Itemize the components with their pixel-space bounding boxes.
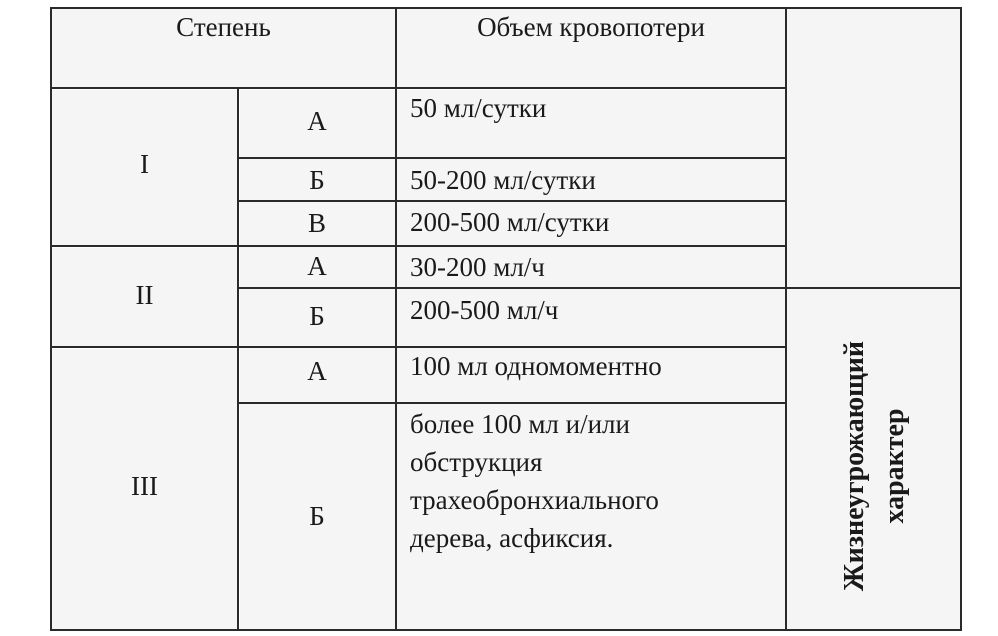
- degree-ii-label: II: [135, 280, 154, 310]
- header-volume-label: Объем кровопотери: [477, 12, 705, 42]
- volume-ii-a: 30-200 мл/ч: [410, 252, 545, 282]
- border-row-4: [237, 287, 962, 289]
- degree-i-label: I: [140, 149, 149, 179]
- life-threatening-note: [820, 306, 930, 626]
- header-degree-label: Степень: [176, 12, 271, 42]
- border-row-1: [237, 157, 787, 159]
- sub-label-i-a: А: [307, 106, 327, 136]
- border-degree-i-bottom: [50, 245, 787, 247]
- border-row-2: [237, 200, 787, 202]
- volume-ii-b: 200-500 мл/ч: [410, 295, 559, 325]
- degree-iii-label: III: [131, 471, 158, 501]
- border-col-note: [785, 7, 787, 631]
- border-left: [50, 7, 52, 631]
- sub-label-ii-a: А: [307, 251, 327, 281]
- border-right: [960, 7, 962, 631]
- volume-iii-a: 100 мл одномоментно: [410, 351, 662, 381]
- note-line: Жизнеугрожающий: [839, 340, 870, 592]
- life-threatening-note-text: [835, 341, 915, 591]
- note-line: характер: [879, 408, 910, 524]
- volume-i-v: 200-500 мл/сутки: [410, 207, 610, 237]
- volume-i-a: 50 мл/сутки: [410, 93, 547, 123]
- volume-i-b: 50-200 мл/сутки: [410, 165, 596, 195]
- border-bottom: [50, 629, 962, 631]
- sub-label-i-b: Б: [309, 165, 325, 195]
- sub-label-i-v: В: [307, 208, 326, 238]
- volume-iii-b: [410, 405, 659, 557]
- sub-label-ii-b: Б: [309, 301, 325, 331]
- border-col-volume: [395, 7, 397, 631]
- sub-label-iii-a: А: [307, 356, 327, 386]
- volume-iii-b-line: обструкция: [410, 447, 543, 477]
- volume-iii-b-line: дерева, асфиксия.: [410, 523, 614, 553]
- volume-iii-b-line: более 100 мл и/или: [410, 409, 630, 439]
- sub-label-iii-b: Б: [309, 501, 325, 531]
- header-empty-cell: [787, 9, 960, 287]
- border-row-6: [237, 402, 787, 404]
- volume-iii-b-line: трахеобронхиального: [410, 485, 659, 515]
